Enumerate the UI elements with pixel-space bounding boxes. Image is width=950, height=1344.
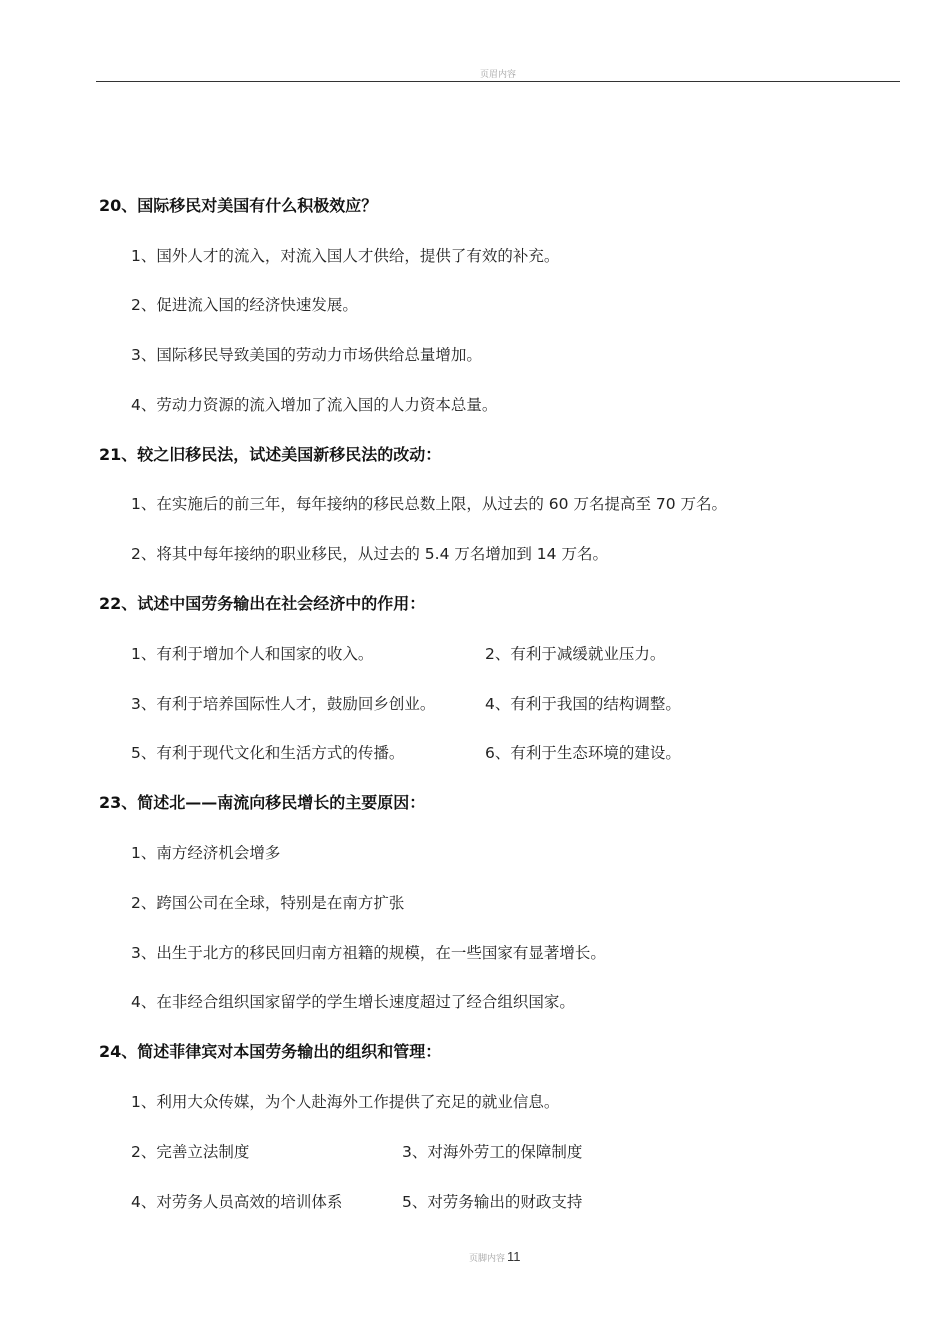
q24-answer-4: 4、对劳务人员高效的培训体系 <box>131 1193 343 1211</box>
question-22-title: 22、试述中国劳务输出在社会经济中的作用： <box>99 594 426 613</box>
q22-answer-1: 1、有利于增加个人和国家的收入。 <box>131 645 374 663</box>
question-20-title: 20、国际移民对美国有什么积极效应？ <box>99 196 378 215</box>
header-rule <box>96 81 900 82</box>
q22-answer-5: 5、有利于现代文化和生活方式的传播。 <box>131 744 405 762</box>
q21-answer-2: 2、将其中每年接纳的职业移民，从过去的 5.4 万名增加到 14 万名。 <box>131 545 608 563</box>
q23-answer-3: 3、出生于北方的移民回归南方祖籍的规模，在一些国家有显著增长。 <box>131 944 606 962</box>
q23-answer-2: 2、跨国公司在全球，特别是在南方扩张 <box>131 894 405 912</box>
q22-answer-6: 6、有利于生态环境的建设。 <box>485 744 681 762</box>
page-header-text: 页眉内容 <box>479 70 516 80</box>
page-number: 11 <box>507 1249 521 1264</box>
q22-answer-3: 3、有利于培养国际性人才，鼓励回乡创业。 <box>131 695 436 713</box>
q22-answer-2: 2、有利于减缓就业压力。 <box>485 645 666 663</box>
q21-answer-1: 1、在实施后的前三年，每年接纳的移民总数上限，从过去的 60 万名提高至 70 万名。 <box>131 495 728 513</box>
question-24-title: 24、简述菲律宾对本国劳务输出的组织和管理： <box>99 1042 442 1061</box>
footer-label: 页脚内容 <box>469 1254 506 1264</box>
q24-answer-5: 5、对劳务输出的财政支持 <box>402 1193 583 1211</box>
q23-answer-1: 1、南方经济机会增多 <box>131 844 281 862</box>
q20-answer-4: 4、劳动力资源的流入增加了流入国的人力资本总量。 <box>131 396 498 414</box>
q22-answer-4: 4、有利于我国的结构调整。 <box>485 695 681 713</box>
q24-answer-2: 2、完善立法制度 <box>131 1143 250 1161</box>
page-footer <box>469 1246 521 1265</box>
q24-answer-3: 3、对海外劳工的保障制度 <box>402 1143 583 1161</box>
question-23-title: 23、简述北——南流向移民增长的主要原因： <box>99 793 426 812</box>
q20-answer-1: 1、国外人才的流入，对流入国人才供给，提供了有效的补充。 <box>131 247 560 265</box>
question-21-title: 21、较之旧移民法，试述美国新移民法的改动： <box>99 445 442 464</box>
q24-answer-1: 1、利用大众传媒，为个人赴海外工作提供了充足的就业信息。 <box>131 1093 560 1111</box>
q23-answer-4: 4、在非经合组织国家留学的学生增长速度超过了经合组织国家。 <box>131 993 575 1011</box>
q20-answer-2: 2、促进流入国的经济快速发展。 <box>131 296 358 314</box>
q20-answer-3: 3、国际移民导致美国的劳动力市场供给总量增加。 <box>131 346 482 364</box>
